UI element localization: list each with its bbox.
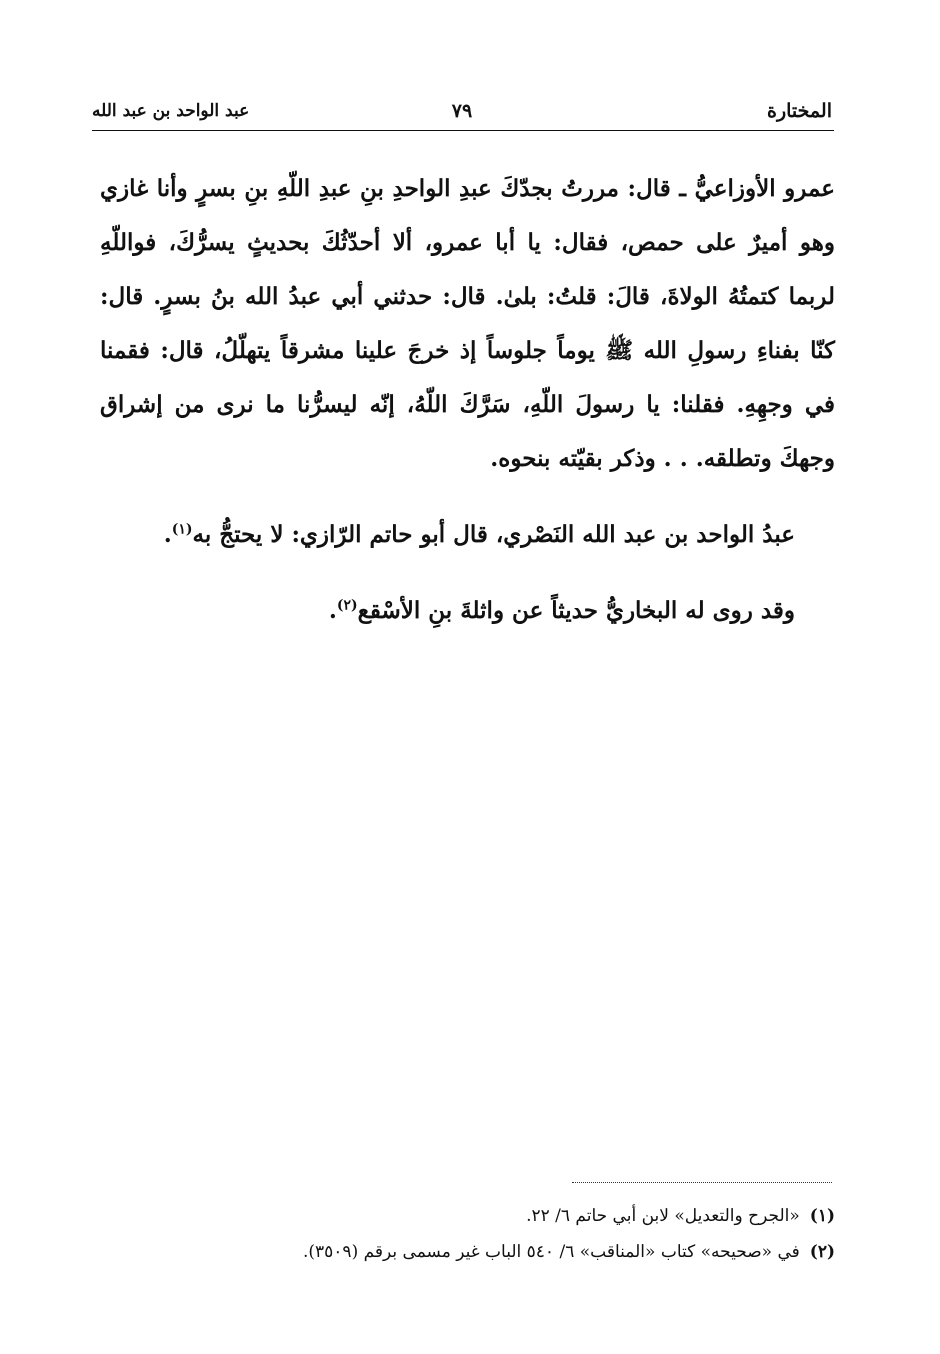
paragraph-hadith: عمرو الأوزاعيُّ ـ قال: مررتُ بجدّكَ عبدِ الواحدِ بنِ عبدِ اللّهِ بنِ بسرٍ وأنا غازي وهو أميرٌ على حمص، فقال: يا أبا عمرو، ألا أحدّثُكَ بحديثٍ يسرُّكَ، فواللّهِ لربما كتمتُهُ الولاةَ، قالَ: قلتُ: بلىٰ. قال: حدثني أبي عبدُ الله بنُ بسرٍ. قال: كنّا بفناءِ رسولِ الله ﷺ يوماً جلوساً إذ خرجَ علينا مشرقاً يتهلّلُ، قال: فقمنا في وجهِهِ. فقلنا: يا رسولَ اللّهِ، سَرَّكَ اللّهُ، إنّه ليسرُّنا ما نرى من إشراق وجهكَ وتطلقه. . . وذكر بقيّته بنحوه. [100,175,835,472]
footnote-ref-2[interactable]: (٢) [336,597,358,614]
footnote-divider [572,1182,832,1183]
paragraph-narrator [100,508,835,562]
paragraph-narrator-end: . [163,521,172,548]
footnote-text: «الجرح والتعديل» لابن أبي حاتم ٦/ ٢٢. [526,1206,800,1226]
footnote-1 [100,1198,835,1234]
book-title: المختارة [767,100,832,122]
footnotes [100,1198,835,1270]
footnote-number: (١) [809,1206,835,1226]
running-header [92,96,832,126]
section-title: عبد الواحد بن عبد الله [92,101,250,121]
footnote-text: في «صحيحه» كتاب «المناقب» ٦/ ٥٤٠ الباب غير مسمى برقم (٣٥٠٩). [302,1242,800,1262]
footnote-2 [100,1234,835,1270]
paragraph-bukhari-end: . [328,597,337,624]
page-number: ٧٩ [451,100,473,122]
paragraph-bukhari [100,584,835,638]
paragraph-narrator-text: عبدُ الواحد بن عبد الله النَصْري، قال أبو حاتم الرّازي: لا يحتجُّ به [192,521,795,548]
header-divider [92,130,834,131]
main-text [100,162,835,638]
footnote-number: (٢) [809,1242,835,1262]
paragraph-bukhari-text: وقد روى له البخاريُّ حديثاً عن واثلةَ بنِ الأسْقع [357,597,795,624]
footnote-ref-1[interactable]: (١) [171,521,193,538]
